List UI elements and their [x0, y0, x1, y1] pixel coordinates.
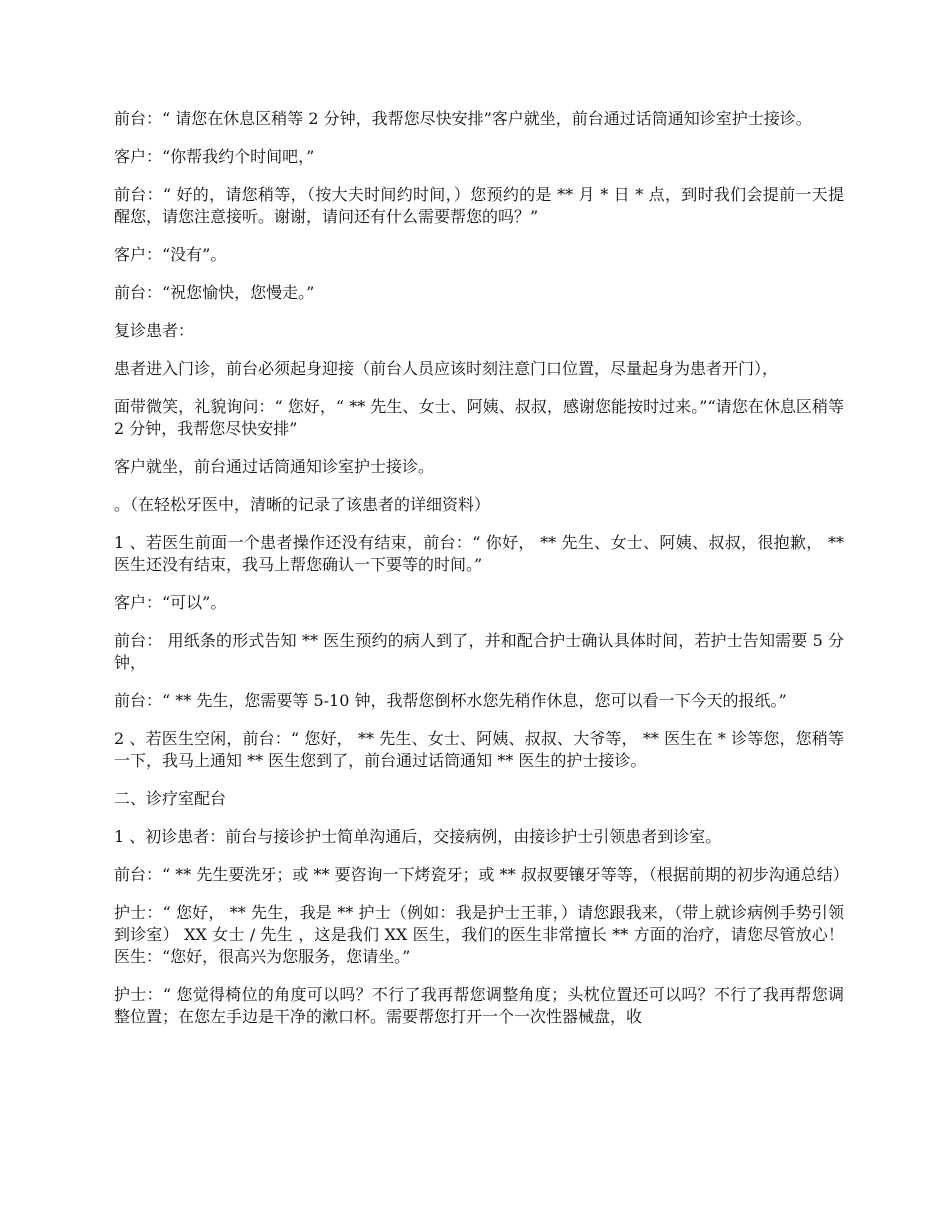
- paragraph-12: 客户：“可以”。: [114, 593, 227, 612]
- section-heading: 二、诊疗室配台: [114, 789, 227, 808]
- paragraph-7: 患者进入门诊，前台必须起身迎接（前台人员应该时刻注意门口位置，尽量起身为患者开门），: [114, 359, 779, 378]
- paragraph-19: 护士：“ 您好， ** 先生，我是 ** 护士（例如：我是护士王菲，）请您跟我来，（带上就诊病例手势引领到诊室） XX 女士 / 先生 ，这是我们 XX 医生，我们的医生非常擅长 ** 方面的治疗，请您尽管放心！ 医生：“您好，很高兴为您服务，您请坐。”: [114, 903, 844, 966]
- paragraph-11: 1 、若医生前面一个患者操作还没有结束，前台：“ 你好， ** 先生、女士、阿姨、叔叔，很抱歉， ** 医生还没有结束，我马上帮您确认一下要等的时间。”: [114, 533, 844, 574]
- paragraph-2: 客户：“你帮我约个时间吧，”: [114, 147, 315, 166]
- paragraph-8: 面带微笑，礼貌询问：“ 您好，“ ** 先生、女士、阿姨、叔叔，感谢您能按时过来。”“请您在休息区稍等 2 分钟，我帮您尽快安排”: [114, 397, 844, 438]
- paragraph-5: 前台：“祝您愉快，您慢走。”: [114, 283, 315, 302]
- paragraph-4: 客户：“没有”。: [114, 245, 227, 264]
- paragraph-18: 前台：“ ** 先生要洗牙；或 ** 要咨询一下烤瓷牙；或 ** 叔叔要镶牙等等，（根据前期的初步沟通总结）: [114, 865, 849, 884]
- document-page: [114, 108, 849, 1044]
- paragraph-20: 护士：“ 您觉得椅位的角度可以吗？不行了我再帮您调整角度；头枕位置还可以吗？不行了我再帮您调整位置；在您左手边是干净的漱口杯。需要帮您打开一个一次性器械盘，收: [114, 985, 844, 1026]
- paragraph-14: 前台：“ ** 先生，您需要等 5-10 钟，我帮您倒杯水您先稍作休息，您可以看一下今天的报纸。”: [114, 691, 787, 710]
- paragraph-1: 前台：“ 请您在休息区稍等 2 分钟，我帮您尽快安排”客户就坐，前台通过话筒通知诊室护士接诊。: [114, 109, 812, 128]
- paragraph-13: 前台： 用纸条的形式告知 ** 医生预约的病人到了，并和配合护士确认具体时间，若护士告知需要 5 分钟，: [114, 631, 844, 672]
- paragraph-10: 。（在轻松牙医中，清晰的记录了该患者的详细资料）: [114, 495, 491, 514]
- paragraph-3: 前台：“ 好的，请您稍等，（按大夫时间约时间，）您预约的是 ** 月 * 日 * 点，到时我们会提前一天提醒您，请您注意接听。谢谢，请问还有什么需要帮您的吗？”: [114, 185, 844, 226]
- paragraph-6-heading: 复诊患者：: [114, 321, 195, 340]
- paragraph-15: 2 、若医生空闲，前台：“ 您好， ** 先生、女士、阿姨、叔叔、大爷等， ** 医生在 * 诊等您，您稍等一下，我马上通知 ** 医生您到了，前台通过话筒通知 ** 医生的护士接诊。: [114, 729, 844, 770]
- paragraph-9: 客户就坐，前台通过话筒通知诊室护士接诊。: [114, 457, 435, 476]
- paragraph-17: 1 、初诊患者：前台与接诊护士简单沟通后，交接病例，由接诊护士引领患者到诊室。: [114, 827, 722, 846]
